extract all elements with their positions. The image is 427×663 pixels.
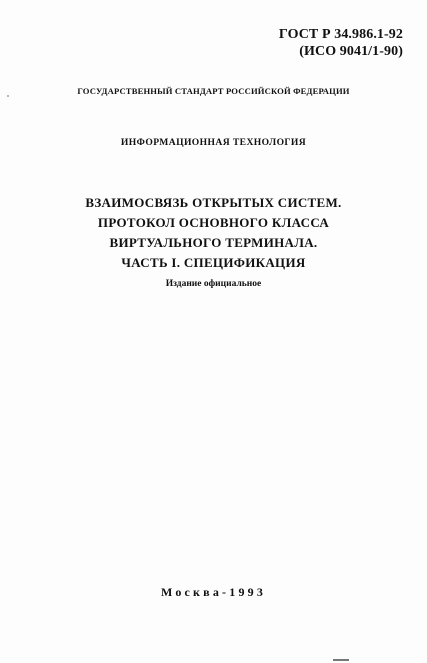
gost-number: ГОСТ Р 34.986.1-92 bbox=[278, 27, 403, 42]
subject-heading: ИНФОРМАЦИОННАЯ ТЕХНОЛОГИЯ bbox=[120, 137, 307, 148]
iso-number: (ИСО 9041/1-90) bbox=[299, 44, 403, 59]
document-title bbox=[0, 193, 427, 273]
title-line: ВЗАИМОСВЯЗЬ ОТКРЫТЫХ СИСТЕМ. bbox=[85, 195, 342, 210]
standard-type-line: ГОСУДАРСТВЕННЫЙ СТАНДАРТ РОССИЙСКОЙ ФЕДЕРАЦИИ bbox=[77, 86, 350, 96]
imprint: Москва-1993 bbox=[160, 585, 267, 599]
standard-designation bbox=[279, 26, 403, 60]
title-line: ЧАСТЬ I. СПЕЦИФИКАЦИЯ bbox=[121, 255, 306, 270]
title-line: ПРОТОКОЛ ОСНОВНОГО КЛАССА bbox=[97, 215, 330, 230]
scan-mark bbox=[333, 659, 349, 661]
title-line: ВИРТУАЛЬНОГО ТЕРМИНАЛА. bbox=[109, 235, 318, 250]
edition-note: Издание официальное bbox=[165, 279, 262, 289]
